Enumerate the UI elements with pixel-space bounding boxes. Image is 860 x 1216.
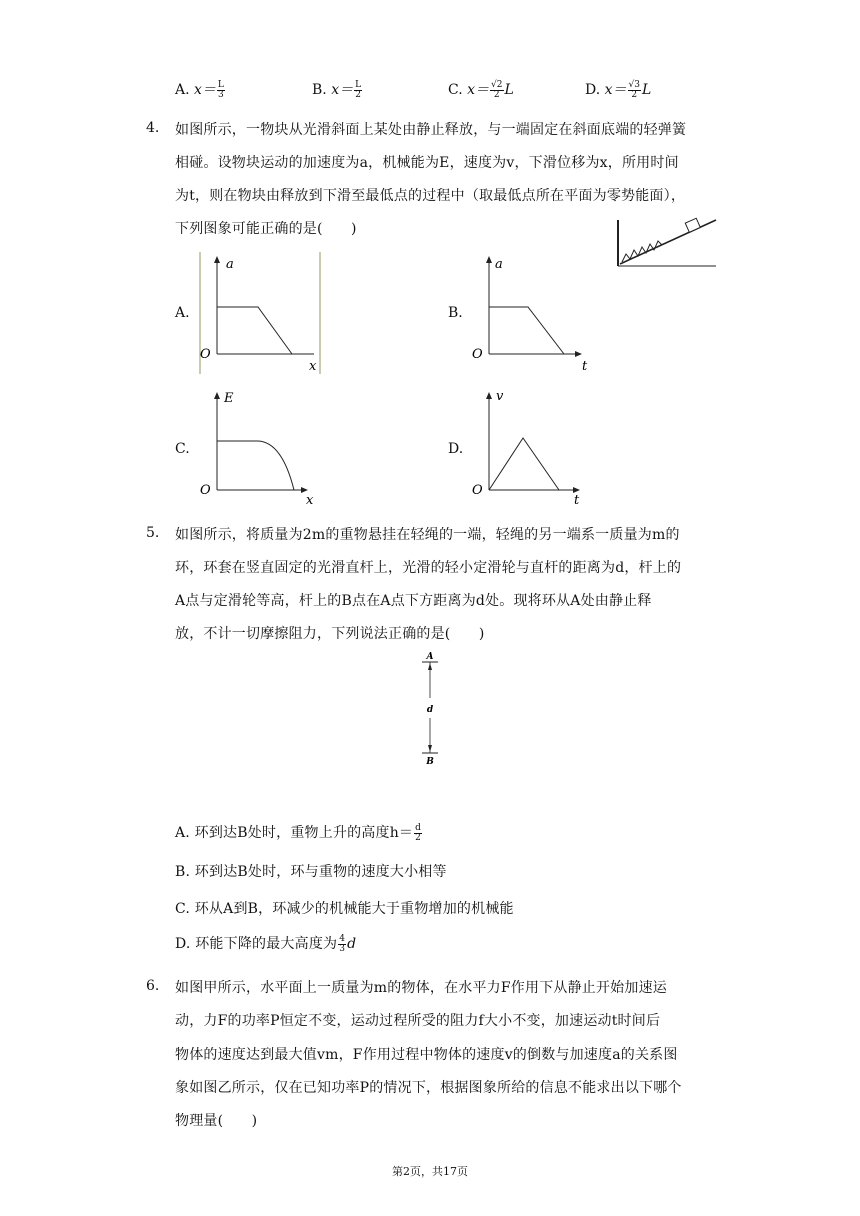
option-text: 环到达B处时，重物上升的高度h＝ <box>194 825 414 841</box>
q4-option-a-label[interactable]: A. <box>175 305 190 321</box>
denominator: 3 <box>218 89 224 100</box>
q4-option-c-graph[interactable] <box>196 386 326 506</box>
q6-line-2: 动，力F的功率P恒定不变，运动过程所受的阻力f大小不变，加速运动t时间后 <box>175 1013 661 1029</box>
point-a-label: A <box>426 652 434 662</box>
question-number: 5. <box>146 525 160 541</box>
option-expr: x＝ <box>604 82 627 98</box>
point-b-label: B <box>426 757 434 767</box>
block <box>685 218 700 232</box>
option-label: A. <box>175 825 190 841</box>
denominator: 2 <box>493 89 500 100</box>
y-label: v <box>496 389 504 404</box>
q4-option-a-graph[interactable] <box>196 250 332 374</box>
option-expr: x＝ <box>467 82 490 98</box>
q4-option-d-label[interactable]: D. <box>448 441 464 457</box>
q4-line-4: 下列图象可能正确的是( ) <box>175 221 357 237</box>
q6-line-1: 如图甲所示，水平面上一质量为m的物体，在水平力F作用下从静止开始加速运 <box>175 980 667 996</box>
denominator: 3 <box>339 943 346 954</box>
fraction <box>414 824 422 843</box>
q5-line-4: 放，不计一切摩擦阻力，下列说法正确的是( ) <box>175 626 485 642</box>
arrow-icon <box>214 256 220 263</box>
option-expr: x＝ <box>331 82 354 98</box>
x-label: x <box>309 359 317 374</box>
arrow-icon <box>428 663 432 670</box>
curve <box>489 438 559 490</box>
option-tail: L <box>642 82 652 98</box>
q5-option-b[interactable] <box>175 862 447 882</box>
q4-line-1: 如图所示，一物块从光滑斜面上某处由静止释放，与一端固定在斜面底端的轻弹簧 <box>175 122 687 138</box>
curve <box>217 441 294 490</box>
arrow-icon <box>486 392 492 399</box>
q5-option-a[interactable] <box>175 823 423 843</box>
option-expr: x＝ <box>194 82 216 98</box>
origin-label: O <box>200 483 211 498</box>
spring <box>622 241 662 262</box>
arrow-icon <box>575 351 582 357</box>
option-label: B. <box>175 864 191 880</box>
q5-line-1: 如图所示，将质量为2m的重物悬挂在轻绳的一端，轻绳的另一端系一质量为m的 <box>175 527 680 543</box>
arrow-icon <box>486 256 492 263</box>
origin-label: O <box>472 347 483 362</box>
arrow-icon <box>428 745 432 752</box>
q4-option-b-label[interactable]: B. <box>448 305 463 321</box>
incline <box>620 220 716 264</box>
q4-option-c-label[interactable]: C. <box>175 441 190 457</box>
option-text: 环能下降的最大高度为 <box>195 936 338 952</box>
distance-label: d <box>426 705 434 715</box>
q5-option-c[interactable] <box>175 899 514 919</box>
fraction <box>354 81 362 100</box>
curve <box>217 307 292 354</box>
denominator: 2 <box>415 832 422 843</box>
incline-spring-figure <box>612 210 718 270</box>
option-label: C. <box>175 901 191 917</box>
y-label: a <box>495 257 503 272</box>
q6-line-5: 物理量( ) <box>175 1113 258 1129</box>
denominator: 2 <box>631 89 638 100</box>
origin-label: O <box>472 483 483 498</box>
numerator: d <box>415 822 422 833</box>
option-text: 环到达B处时，环与重物的速度大小相等 <box>194 864 447 880</box>
y-label: E <box>224 391 234 406</box>
numerator: L <box>217 79 224 90</box>
question-number: 4. <box>146 120 160 136</box>
fraction <box>628 81 641 100</box>
q3-option-d[interactable] <box>585 79 651 100</box>
y-label: a <box>226 257 234 272</box>
curve <box>489 307 564 354</box>
numerator: L <box>355 79 362 90</box>
fraction <box>338 935 346 954</box>
question-number: 6. <box>146 978 160 994</box>
option-label: A. <box>175 82 190 98</box>
option-text: 环从A到B，环减少的机械能大于重物增加的机械能 <box>194 901 514 917</box>
q3-option-b[interactable] <box>312 79 363 100</box>
numerator: √2 <box>491 79 503 90</box>
option-label: B. <box>312 82 327 98</box>
numerator: √3 <box>628 79 641 90</box>
q3-option-a[interactable] <box>175 79 226 100</box>
q5-line-2: 环，环套在竖直固定的光滑直杆上，光滑的轻小定滑轮与直杆的距离为d，杆上的 <box>175 560 682 576</box>
q6-line-4: 象如图乙所示，仅在已知功率P的情况下，根据图象所给的信息不能求出以下哪个 <box>175 1080 682 1096</box>
origin-label: O <box>200 347 211 362</box>
q4-option-d-graph[interactable] <box>468 386 598 506</box>
q5-option-d[interactable] <box>175 934 356 954</box>
q6-line-3: 物体的速度达到最大值vm，F作用过程中物体的速度v的倒数与加速度a的关系图 <box>175 1047 678 1063</box>
option-tail: d <box>347 936 357 952</box>
option-label: D. <box>175 936 191 952</box>
x-label: t <box>582 359 588 374</box>
arrow-icon <box>214 392 220 399</box>
fraction <box>217 81 225 100</box>
x-label: x <box>306 493 314 506</box>
option-tail: L <box>504 82 514 98</box>
fraction <box>490 81 503 100</box>
option-label: D. <box>585 82 601 98</box>
q4-line-2: 相碰。设物块运动的加速度为a，机械能为E，速度为v，下滑位移为x，所用时间 <box>175 155 679 171</box>
page-footer: 第2页，共17页 <box>392 1165 468 1178</box>
q5-line-3: A点与定滑轮等高，杆上的B点在A点下方距离为d处。现将环从A处由静止释 <box>175 593 652 609</box>
numerator: 4 <box>339 933 346 944</box>
denominator: 2 <box>355 89 361 100</box>
q5-figure <box>410 648 450 768</box>
q4-line-3: 为t，则在物块由释放到下滑至最低点的过程中（取最低点所在平面为零势能面）， <box>175 188 686 204</box>
option-label: C. <box>448 82 463 98</box>
x-label: t <box>574 493 580 506</box>
q3-option-c[interactable] <box>448 79 514 100</box>
q4-option-b-graph[interactable] <box>468 250 598 374</box>
